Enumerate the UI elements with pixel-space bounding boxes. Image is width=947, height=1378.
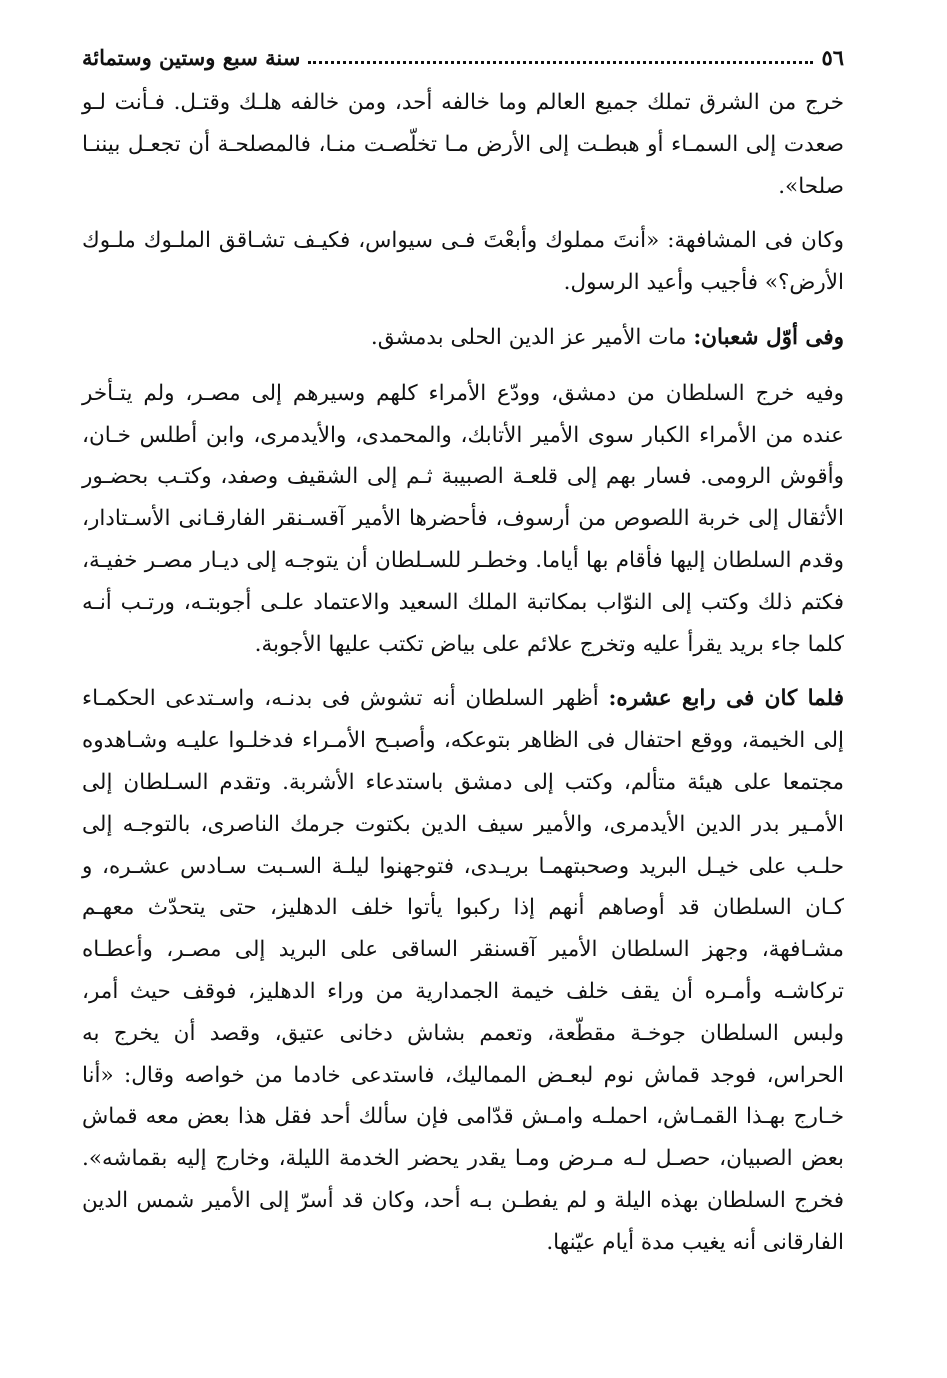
page-number: ٥٦ [821, 45, 844, 70]
paragraph-2-text: وكان فى المشافهة: «أنتَ مملوك وأبعْتَ فـى سيواس، فكيـف تشـاقق الملـوك ملـوك الأرض؟» فأجيب وأعيد الرسول. [82, 228, 844, 296]
paragraph-3 [82, 317, 844, 359]
document-page [82, 38, 844, 1264]
paragraph-4 [82, 373, 844, 666]
paragraph-4-text: وفيه خرج السلطان من دمشق، وودّع الأمراء كلهم وسيرهم إلى مصـر، ولم يتـأخر عنده من الأمراء الكبار سوى الأمير الأتابك، والمحمدى، والأيدمرى، وابن أطلس خـان، وأقوش الرومى. فسار بهم إلى قلعـة الصبيبة ثـم إلى الشقيف وصفد، وكتـب بحضـور الأثقال إلى خربة اللصوص من أرسوف، فأحضرها الأمير آقسـنقر الفارقـانى الأسـتادار، وقدم السلطان إليها فأقام بها أياما. وخطـر للسـلطان أن يتوجـه إلى ديـار مصـر خفيـة، فكتم ذلك وكتب إلى النوّاب بمكاتبة الملك السعيد والاعتماد علـى أجوبتـه، ورتـب أنـه كلما جاء بريد يقرأ عليه وتخرج علائم على بياض تكتب عليها الأجوبة. [82, 380, 844, 657]
header-dot-leader [308, 61, 813, 64]
running-title: سنة سبع وستين وستمائة [82, 45, 301, 70]
paragraph-1-text: خرج من الشرق تملك جميع العالم وما خالفه أحد، ومن خالفه هلـك وقتـل. فـأنت لـو صعدت إلى السمـاء أو هبطـت إلى الأرض مـا تخلّصـت منـا، فالمصلحـة أن تجعـل بيننـا صلحا». [82, 90, 844, 199]
paragraph-5 [82, 678, 844, 1263]
paragraph-1 [82, 82, 844, 207]
paragraph-3-text: مات الأمير عز الدين الحلى بدمشق. [370, 324, 694, 350]
paragraph-5-lead: فلما كان فى رابع عشره: [608, 686, 844, 712]
paragraph-3-lead: وفى أوّل شعبان: [693, 324, 844, 350]
paragraph-5-text: أظهر السلطان أنه تشوش فى بدنـه، واسـتدعى الحكمـاء إلى الخيمة، ووقع احتفال فى الظاهر بتوعكه، وأصبـح الأمـراء فدخلـوا عليـه وشـاهدوه مجتمعا على هيئة متألم، وكتب إلى دمشق باستدعاء الأشربة. وتقدم السـلطان إلى الأمـير بدر الدين الأيدمرى، والأمير سيف الدين بكتوت جرمك الناصرى، بالتوجـه إلى حلـب على خيـل البريد وصحبتهمـا بريـدى، فتوجهنوا ليلـة السـبت سـادس عشـره، و كـان السلطان قد أوصاهم أنهم إذا ركبوا يأتوا خلف الدهليز، حتى يتحدّث معهـم مشـافهة، وجهز السلطان الأمير آقسنقر الساقى على البريد إلى مصـر، وأعطـاه تركاشـه وأمـره أن يقف خلف خيمة الجمدارية من وراء الدهليز، فوقف حيث أمر، ولبس السلطان جوخـة مقطّعة، وتعمم بشاش دخانى عتيق، وقصد أن يخرج به الحراس، فوجد قماش نوم لبعـض المماليك، فاستدعى خادما من خواصه وقال: «أنا خـارج بهـذا القمـاش، احملـه وامـش قدّامى فإن سألك أحد فقل هذا بعض معه قماش بعض الصبيان، حصـل لـه مـرض ومـا يقدر يحضر الخدمة الليلة، وخارج إليه بقماشه». فخرج السلطان بهذه اليلة و لم يفطـن بـه أحد، وكان قد أسرّ إلى الأمير شمس الدين الفارقانى أنه يغيب مدة أيام عيّنها. [82, 686, 844, 1255]
paragraph-2 [82, 220, 844, 304]
page-header [82, 38, 844, 78]
